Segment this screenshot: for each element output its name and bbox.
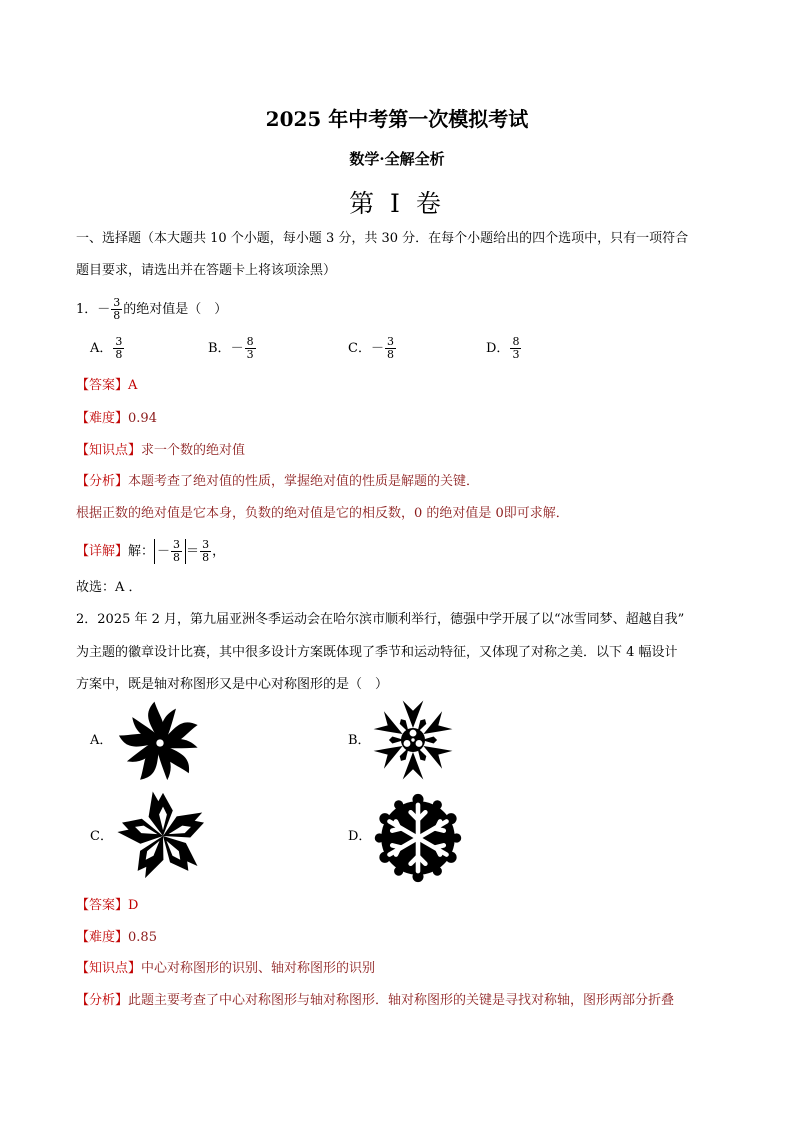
spiky-flower-icon <box>370 697 456 783</box>
q1-option-c <box>348 336 397 361</box>
option-den: 3 <box>246 348 254 361</box>
knowledge-tag: 【知识点】 <box>76 443 142 458</box>
option-den: 8 <box>386 348 394 361</box>
option-fraction <box>245 336 256 361</box>
answer-value: A <box>128 378 138 393</box>
snowflake-icon <box>372 792 464 884</box>
q1-answer <box>76 378 137 394</box>
q2-answer <box>76 898 138 914</box>
option-label: B． <box>208 340 231 356</box>
detail-result-fraction <box>200 539 211 564</box>
option-label: A． <box>90 340 113 356</box>
q2-option-d-label: D． <box>348 829 372 844</box>
option-num: 8 <box>246 335 254 348</box>
q2-analysis <box>76 993 674 1009</box>
detail-fraction <box>171 539 182 564</box>
option-num: 3 <box>115 335 123 348</box>
q2-line-3: 方案中，既是轴对称图形又是中心对称图形的是（ ） <box>76 677 389 692</box>
option-label: D． <box>486 340 510 356</box>
answer-tag: 【答案】 <box>76 378 129 393</box>
analysis-text: 本题考查了绝对值的性质，掌握绝对值的性质是解题的关键． <box>128 474 480 489</box>
star-flower-icon <box>114 787 212 885</box>
option-den: 8 <box>115 348 123 361</box>
q1-number: 1． <box>76 301 98 317</box>
answer-tag: 【答案】 <box>76 898 129 913</box>
q1-neg-sign: － <box>97 301 111 317</box>
q1-stem-suffix: 的绝对值是（ ） <box>123 301 228 317</box>
analysis-text: 此题主要考查了中心对称图形与轴对称图形．轴对称图形的关键是寻找对称轴，图形两部分折叠 <box>128 993 675 1008</box>
q1-option-a <box>90 336 125 361</box>
option-den: 3 <box>512 348 520 361</box>
q2-line-2: 为主题的徽章设计比赛，其中很多设计方案既体现了季节和运动特征，又体现了对称之美．以下 4 幅设计 <box>76 645 678 660</box>
q1-fraction-num: 3 <box>113 296 121 309</box>
absolute-value-bars <box>154 539 186 564</box>
instructions-line-1: 一、选择题（本大题共 10 个小题，每小题 3 分，共 30 分．在每个小题给出的四个选项中，只有一项符合 <box>76 231 689 246</box>
q1-detail <box>76 539 225 564</box>
q2-difficulty <box>76 930 157 946</box>
detail-neg: － <box>157 544 171 559</box>
option-sign: － <box>230 340 244 356</box>
q2-option-a-label: A． <box>90 733 113 748</box>
detail-result-den: 8 <box>202 551 210 564</box>
detail-result-num: 3 <box>202 538 210 551</box>
detail-tag: 【详解】 <box>76 543 129 559</box>
option-num: 8 <box>512 335 520 348</box>
detail-equals: ＝ <box>186 543 200 559</box>
option-fraction <box>510 336 521 361</box>
detail-prefix: 解： <box>128 543 155 559</box>
q2-line-1: 2．2025 年 2 月，第九届亚洲冬季运动会在哈尔滨市顺利举行，德强中学开展了以“冰雪同梦、超越自我” <box>76 612 685 627</box>
q1-option-d <box>486 336 522 361</box>
q1-knowledge <box>76 443 245 459</box>
difficulty-tag: 【难度】 <box>76 930 129 945</box>
detail-num: 3 <box>173 538 181 551</box>
knowledge-tag: 【知识点】 <box>76 961 142 976</box>
option-num: 3 <box>386 335 394 348</box>
analysis-tag: 【分析】 <box>76 474 129 489</box>
exam-subtitle: 数学·全解全析 <box>349 150 445 168</box>
q1-analysis <box>76 474 479 490</box>
q1-choose: 故选：A ． <box>76 580 142 595</box>
difficulty-value: 0.85 <box>128 930 157 945</box>
q2-knowledge <box>76 961 375 977</box>
difficulty-tag: 【难度】 <box>76 411 129 426</box>
answer-value: D <box>128 898 139 913</box>
option-fraction <box>385 336 396 361</box>
analysis-tag: 【分析】 <box>76 993 129 1008</box>
section-title: 第 I 卷 <box>349 189 445 218</box>
q1-fraction-den: 8 <box>113 309 121 322</box>
q1-difficulty <box>76 411 157 427</box>
q1-stem <box>76 297 227 322</box>
detail-suffix: ， <box>212 543 226 559</box>
q1-option-b <box>208 336 257 361</box>
q2-option-c-label: C． <box>90 829 113 844</box>
q2-option-b-label: B． <box>348 733 371 748</box>
q1-fraction <box>111 297 122 322</box>
instructions-line-2: 题目要求，请选出并在答题卡上将该项涂黑） <box>76 263 337 278</box>
option-sign: － <box>370 340 384 356</box>
option-label: C． <box>348 340 371 356</box>
exam-title: 2025 年中考第一次模拟考试 <box>265 107 529 131</box>
swirl-flower-icon <box>114 697 206 789</box>
difficulty-value: 0.94 <box>128 411 157 426</box>
option-fraction <box>113 336 124 361</box>
knowledge-value: 求一个数的绝对值 <box>141 443 246 458</box>
knowledge-value: 中心对称图形的识别、轴对称图形的识别 <box>141 961 376 976</box>
q1-analysis-2: 根据正数的绝对值是它本身，负数的绝对值是它的相反数，0 的绝对值是 0即可求解． <box>76 506 569 521</box>
detail-den: 8 <box>173 551 181 564</box>
